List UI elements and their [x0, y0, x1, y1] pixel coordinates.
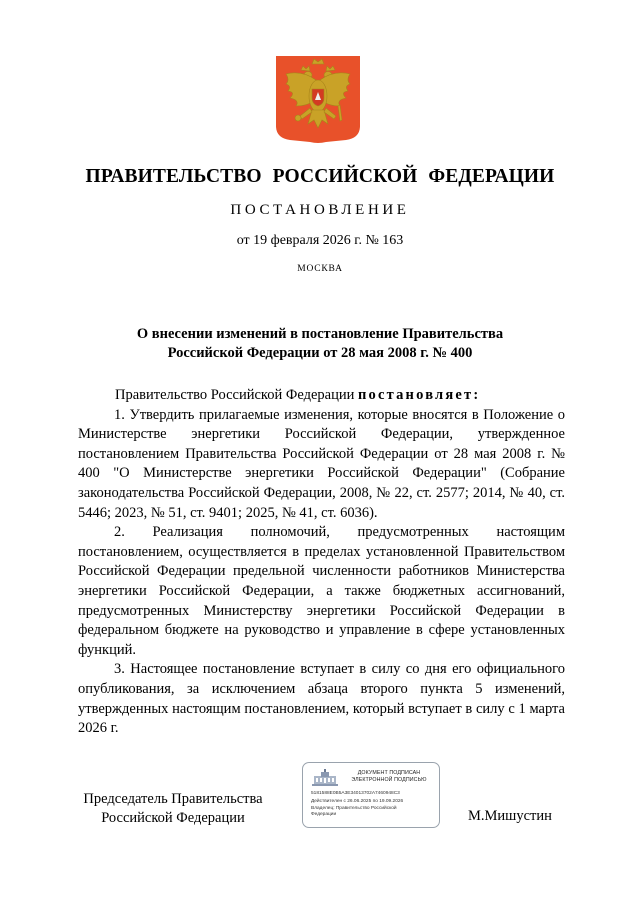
electronic-signature-stamp	[302, 762, 440, 828]
preamble-paragraph	[78, 386, 565, 406]
paragraph-item-2: 2. Реализация полномочий, предусмотренных настоящим постановлением, осуществляется в пределах установленной Правительством Российской Федерации предельной численности работников Министерства энергетики Российской Федерации, а также бюджетных ассигнований, предусмотренных Министерству энергетики Российской Федерации в федеральном бюджете на руководство и управление в сфере установленных функций.	[78, 524, 565, 658]
signer-position-line-2: Российской Федерации	[101, 810, 245, 826]
stamp-owner-line-2: Федерации	[311, 812, 337, 817]
document-heading	[80, 325, 560, 363]
stamp-title	[343, 770, 435, 784]
stamp-owner-line-1: Владелец: Правительство Российской	[311, 806, 397, 811]
document-city: МОСКВА	[297, 264, 343, 274]
paragraph-item-1: 1. Утвердить прилагаемые изменения, которые вносятся в Положение о Министерстве энергетики Российской Федерации, утвержденное постановлением Правительства Российской Федерации от 28 мая 2008 г. № 400 "О Министерстве энергетики Российской Федерации" (Собрание законодательства Российской Федерации, 2008, № 22, ст. 2577; 2014, № 40, ст. 5446; 2023, № 51, ст. 9401; 2025, № 41, ст. 6036).	[78, 406, 565, 521]
document-type: ПОСТАНОВЛЕНИЕ	[230, 202, 410, 218]
stamp-validity: Действителен с 26.06.2025 по 19.09.2026	[311, 799, 404, 804]
government-title: ПРАВИТЕЛЬСТВО РОССИЙСКОЙ ФЕДЕРАЦИИ	[85, 166, 555, 187]
preamble-text: Правительство Российской Федерации	[115, 387, 358, 403]
document-date-number: от 19 февраля 2026 г. № 163	[236, 233, 404, 248]
document-body	[78, 386, 565, 739]
coat-of-arms-emblem	[276, 56, 360, 144]
heading-line-2: Российской Федерации от 28 мая 2008 г. № 400	[167, 345, 473, 361]
signer-name: М.Мишустин	[468, 808, 552, 824]
signer-position-line-1: Председатель Правительства	[83, 791, 263, 807]
signer-position	[78, 790, 268, 828]
paragraph-item-3: 3. Настоящее постановление вступает в силу со дня его официального опубликования, за исключением абзаца второго пункта 5 изменений, утвержденных настоящим постановлением, который вступает в силу с 1 марта 2026 г.	[78, 661, 565, 737]
stamp-certificate-number: 5181588E0B5A3E34013702A7460948C3	[311, 791, 400, 796]
stamp-title-line-1: ДОКУМЕНТ ПОДПИСАН	[357, 770, 421, 776]
heading-line-1: О внесении изменений в постановление Правительства	[136, 326, 504, 342]
stamp-title-line-2: ЭЛЕКТРОННОЙ ПОДПИСЬЮ	[351, 777, 427, 783]
government-building-icon	[311, 769, 339, 787]
preamble-emphasis: постановляет:	[357, 387, 481, 403]
